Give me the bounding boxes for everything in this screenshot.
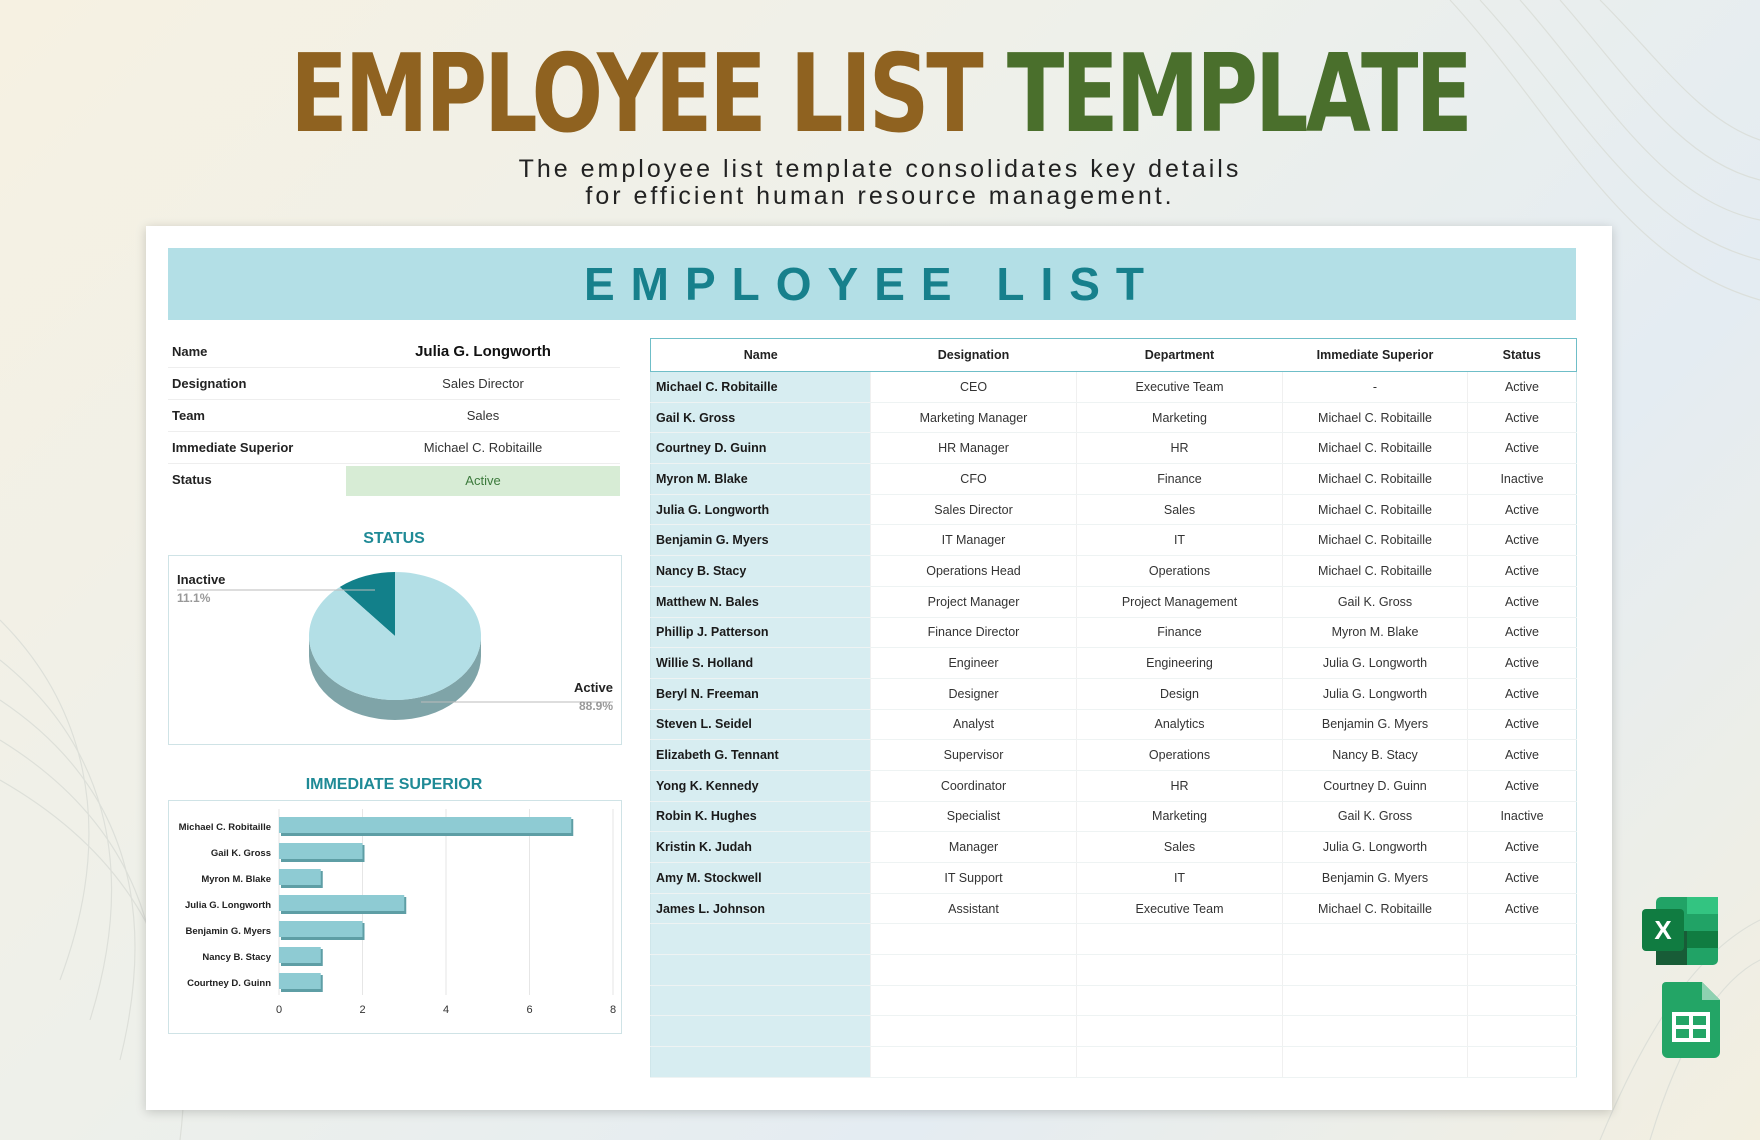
cell-superior[interactable]: Michael C. Robitaille — [1283, 893, 1468, 924]
cell-department[interactable]: Sales — [1077, 832, 1283, 863]
empty-cell[interactable] — [1077, 985, 1283, 1016]
empty-cell[interactable] — [1283, 985, 1468, 1016]
cell-department[interactable]: Executive Team — [1077, 372, 1283, 403]
pie-label-active: Active — [573, 680, 613, 695]
cell-designation[interactable]: CFO — [871, 464, 1077, 495]
empty-cell[interactable] — [1283, 1047, 1468, 1078]
table-row[interactable] — [651, 740, 1577, 771]
empty-cell[interactable] — [871, 1016, 1077, 1047]
excel-letter: X — [1654, 915, 1672, 945]
superior-chart-title: IMMEDIATE SUPERIOR — [305, 776, 483, 793]
cell-designation[interactable]: CEO — [871, 372, 1077, 403]
superior-chart-box — [168, 800, 622, 1034]
sheet-banner: EMPLOYEE LIST — [168, 248, 1576, 320]
table-row[interactable] — [651, 709, 1577, 740]
empty-cell[interactable] — [1283, 955, 1468, 986]
cell-department[interactable]: Executive Team — [1077, 893, 1283, 924]
cell-status[interactable]: Active — [1468, 648, 1577, 679]
cell-department[interactable]: Engineering — [1077, 648, 1283, 679]
table-row[interactable] — [651, 494, 1577, 525]
profile-label: Status — [172, 472, 212, 487]
table-body — [651, 372, 1577, 1078]
bar-michael-c-robitaille[interactable] — [279, 817, 571, 833]
cell-status[interactable]: Active — [1468, 893, 1577, 924]
table-row[interactable] — [651, 678, 1577, 709]
cell-superior[interactable]: Michael C. Robitaille — [1283, 433, 1468, 464]
empty-cell[interactable] — [1077, 955, 1283, 986]
table-row[interactable] — [651, 402, 1577, 433]
empty-cell[interactable] — [871, 985, 1077, 1016]
cell-department[interactable]: HR — [1077, 770, 1283, 801]
cell-superior[interactable]: Benjamin G. Myers — [1283, 709, 1468, 740]
superior-bar-chart — [169, 801, 621, 1033]
col-header-superior[interactable]: Immediate Superior — [1283, 339, 1468, 372]
status-pie-chart — [169, 556, 621, 744]
empty-cell[interactable] — [1468, 955, 1577, 986]
cell-name[interactable]: Phillip J. Patterson — [651, 617, 871, 648]
cell-department[interactable]: Finance — [1077, 464, 1283, 495]
cell-status[interactable]: Active — [1468, 617, 1577, 648]
cell-status[interactable]: Active — [1468, 433, 1577, 464]
profile-name-value[interactable]: Julia G. Longworth — [415, 343, 551, 360]
cell-superior[interactable]: - — [1283, 372, 1468, 403]
cell-department[interactable]: Sales — [1077, 494, 1283, 525]
bar-category-label: Michael C. Robitaille — [178, 822, 271, 833]
bar-category-label: Julia G. Longworth — [184, 900, 271, 911]
empty-cell[interactable] — [871, 955, 1077, 986]
table-row[interactable] — [651, 801, 1577, 832]
cell-designation[interactable]: Assistant — [871, 893, 1077, 924]
empty-cell[interactable] — [1468, 924, 1577, 955]
cell-designation[interactable]: Engineer — [871, 648, 1077, 679]
cell-name[interactable]: Myron M. Blake — [651, 464, 871, 495]
cell-superior[interactable]: Julia G. Longworth — [1283, 678, 1468, 709]
cell-superior[interactable]: Julia G. Longworth — [1283, 832, 1468, 863]
col-header-designation[interactable]: Designation — [871, 339, 1077, 372]
profile-label: Designation — [172, 376, 247, 391]
bar-benjamin-g-myers[interactable] — [279, 921, 363, 937]
table-row[interactable] — [651, 464, 1577, 495]
empty-cell[interactable] — [1468, 985, 1577, 1016]
cell-designation[interactable]: Manager — [871, 832, 1077, 863]
empty-table-row[interactable] — [651, 924, 1577, 955]
cell-department[interactable]: Design — [1077, 678, 1283, 709]
profile-label: Name — [172, 344, 208, 359]
empty-cell[interactable] — [651, 1016, 871, 1047]
profile-row-superior — [168, 432, 620, 464]
cell-superior[interactable]: Julia G. Longworth — [1283, 648, 1468, 679]
status-chart-title: STATUS — [363, 530, 425, 547]
empty-table-row[interactable] — [651, 1016, 1577, 1047]
cell-designation[interactable]: Operations Head — [871, 556, 1077, 587]
cell-department[interactable]: Operations — [1077, 556, 1283, 587]
col-header-department[interactable]: Department — [1077, 339, 1283, 372]
bar-gail-k-gross[interactable] — [279, 843, 363, 859]
google-sheets-icon[interactable] — [1662, 982, 1720, 1058]
cell-status[interactable]: Active — [1468, 709, 1577, 740]
profile-team-value: Sales — [466, 408, 500, 423]
empty-table-row[interactable] — [651, 985, 1577, 1016]
table-row[interactable] — [651, 433, 1577, 464]
employee-table — [650, 338, 1576, 1078]
cell-status[interactable]: Active — [1468, 678, 1577, 709]
cell-name[interactable]: Gail K. Gross — [651, 402, 871, 433]
empty-cell[interactable] — [1077, 924, 1283, 955]
col-header-name[interactable]: Name — [651, 339, 871, 372]
cell-superior[interactable]: Gail K. Gross — [1283, 586, 1468, 617]
cell-name[interactable]: Kristin K. Judah — [651, 832, 871, 863]
spreadsheet-preview — [146, 226, 1612, 1110]
cell-designation[interactable]: Analyst — [871, 709, 1077, 740]
pie-slice-active[interactable] — [309, 572, 481, 700]
empty-cell[interactable] — [651, 955, 871, 986]
cell-designation[interactable]: Project Manager — [871, 586, 1077, 617]
table-row[interactable] — [651, 832, 1577, 863]
cell-designation[interactable]: IT Manager — [871, 525, 1077, 556]
cell-name[interactable]: James L. Johnson — [651, 893, 871, 924]
cell-name[interactable]: Robin K. Hughes — [651, 801, 871, 832]
empty-cell[interactable] — [651, 985, 871, 1016]
cell-superior[interactable]: Courtney D. Guinn — [1283, 770, 1468, 801]
x-tick-label: 4 — [442, 1004, 450, 1016]
cell-department[interactable]: Marketing — [1077, 801, 1283, 832]
page-subtitle — [0, 156, 1760, 210]
cell-designation[interactable]: HR Manager — [871, 433, 1077, 464]
x-tick-label: 8 — [609, 1004, 617, 1016]
cell-superior[interactable]: Michael C. Robitaille — [1283, 525, 1468, 556]
empty-cell[interactable] — [1077, 1047, 1283, 1078]
cell-status[interactable]: Active — [1468, 525, 1577, 556]
table-row[interactable] — [651, 863, 1577, 894]
table-row[interactable] — [651, 617, 1577, 648]
table-row[interactable] — [651, 648, 1577, 679]
cell-designation[interactable]: Marketing Manager — [871, 402, 1077, 433]
cell-department[interactable]: IT — [1077, 863, 1283, 894]
empty-cell[interactable] — [871, 924, 1077, 955]
table-row[interactable] — [651, 893, 1577, 924]
cell-designation[interactable]: Designer — [871, 678, 1077, 709]
profile-row-name — [168, 336, 620, 368]
page-title — [194, 30, 1567, 160]
col-header-status[interactable]: Status — [1468, 339, 1577, 372]
profile-row-status — [168, 464, 620, 495]
profile-row-team — [168, 400, 620, 432]
empty-cell[interactable] — [1283, 924, 1468, 955]
status-chart-box — [168, 555, 622, 745]
empty-cell[interactable] — [651, 1047, 871, 1078]
cell-department[interactable]: Analytics — [1077, 709, 1283, 740]
pie-pct-active: 88.9% — [578, 699, 613, 713]
cell-superior[interactable]: Michael C. Robitaille — [1283, 402, 1468, 433]
cell-superior[interactable]: Michael C. Robitaille — [1283, 494, 1468, 525]
empty-cell[interactable] — [1468, 1016, 1577, 1047]
bar-category-label: Myron M. Blake — [201, 874, 271, 885]
x-tick-label: 2 — [359, 1004, 366, 1016]
excel-icon[interactable] — [1642, 897, 1718, 965]
cell-designation[interactable]: Coordinator — [871, 770, 1077, 801]
cell-superior[interactable]: Gail K. Gross — [1283, 801, 1468, 832]
cell-department[interactable]: Finance — [1077, 617, 1283, 648]
subtitle-line-2: for efficient human resource management. — [585, 182, 1175, 210]
table-row[interactable] — [651, 556, 1577, 587]
empty-cell[interactable] — [871, 1047, 1077, 1078]
cell-status[interactable]: Active — [1468, 770, 1577, 801]
cell-name[interactable]: Beryl N. Freeman — [651, 678, 871, 709]
cell-department[interactable]: IT — [1077, 525, 1283, 556]
cell-status[interactable]: Active — [1468, 863, 1577, 894]
cell-status[interactable]: Active — [1468, 556, 1577, 587]
cell-name[interactable]: Courtney D. Guinn — [651, 433, 871, 464]
cell-status[interactable]: Inactive — [1468, 464, 1577, 495]
cell-status[interactable]: Active — [1468, 740, 1577, 771]
cell-department[interactable]: Project Management — [1077, 586, 1283, 617]
bar-julia-g-longworth[interactable] — [279, 895, 404, 911]
cell-designation[interactable]: IT Support — [871, 863, 1077, 894]
table-row[interactable] — [651, 525, 1577, 556]
table-row[interactable] — [651, 770, 1577, 801]
profile-label: Immediate Superior — [172, 440, 294, 455]
cell-superior[interactable]: Myron M. Blake — [1283, 617, 1468, 648]
bar-myron-m-blake[interactable] — [279, 869, 321, 885]
cell-name[interactable]: Steven L. Seidel — [651, 709, 871, 740]
empty-cell[interactable] — [1468, 1047, 1577, 1078]
cell-status[interactable]: Active — [1468, 402, 1577, 433]
x-tick-label: 0 — [275, 1004, 283, 1016]
title-word-2: TEMPLATE — [1006, 32, 1470, 157]
empty-cell[interactable] — [1077, 1016, 1283, 1047]
cell-name[interactable]: Yong K. Kennedy — [651, 770, 871, 801]
cell-name[interactable]: Amy M. Stockwell — [651, 863, 871, 894]
cell-superior[interactable]: Nancy B. Stacy — [1283, 740, 1468, 771]
cell-designation[interactable]: Sales Director — [871, 494, 1077, 525]
bar-category-label: Nancy B. Stacy — [202, 952, 271, 963]
bar-category-label: Courtney D. Guinn — [187, 978, 271, 989]
x-tick-label: 6 — [526, 1004, 533, 1016]
cell-status[interactable]: Active — [1468, 586, 1577, 617]
status-badge: Active — [346, 466, 620, 496]
empty-table-row[interactable] — [651, 955, 1577, 986]
cell-name[interactable]: Julia G. Longworth — [651, 494, 871, 525]
profile-superior-value: Michael C. Robitaille — [423, 440, 543, 455]
cell-name[interactable]: Nancy B. Stacy — [651, 556, 871, 587]
cell-designation[interactable]: Specialist — [871, 801, 1077, 832]
cell-department[interactable]: Operations — [1077, 740, 1283, 771]
table-header-row — [651, 339, 1577, 372]
cell-department[interactable]: HR — [1077, 433, 1283, 464]
cell-status[interactable]: Inactive — [1468, 801, 1577, 832]
table-row[interactable] — [651, 372, 1577, 403]
cell-designation[interactable]: Finance Director — [871, 617, 1077, 648]
cell-status[interactable]: Active — [1468, 494, 1577, 525]
profile-designation-value: Sales Director — [442, 376, 524, 391]
bar-category-label: Benjamin G. Myers — [185, 926, 271, 937]
cell-name[interactable]: Matthew N. Bales — [651, 586, 871, 617]
bar-courtney-d-guinn[interactable] — [279, 973, 321, 989]
pie-label-inactive: Inactive — [177, 572, 226, 587]
cell-superior[interactable]: Michael C. Robitaille — [1283, 556, 1468, 587]
cell-name[interactable]: Benjamin G. Myers — [651, 525, 871, 556]
empty-cell[interactable] — [1283, 1016, 1468, 1047]
cell-designation[interactable]: Supervisor — [871, 740, 1077, 771]
cell-name[interactable]: Michael C. Robitaille — [651, 372, 871, 403]
employee-profile — [168, 336, 620, 495]
subtitle-line-1: The employee list template consolidates key details — [518, 155, 1242, 183]
empty-cell[interactable] — [651, 924, 871, 955]
cell-department[interactable]: Marketing — [1077, 402, 1283, 433]
profile-row-designation — [168, 368, 620, 400]
bar-nancy-b-stacy[interactable] — [279, 947, 321, 963]
title-word-1: EMPLOYEE LIST — [290, 32, 981, 157]
cell-superior[interactable]: Michael C. Robitaille — [1283, 464, 1468, 495]
profile-label: Team — [172, 408, 205, 423]
empty-table-row[interactable] — [651, 1047, 1577, 1078]
bar-category-label: Gail K. Gross — [210, 848, 271, 859]
table-row[interactable] — [651, 586, 1577, 617]
cell-name[interactable]: Willie S. Holland — [651, 648, 871, 679]
cell-name[interactable]: Elizabeth G. Tennant — [651, 740, 871, 771]
cell-status[interactable]: Active — [1468, 372, 1577, 403]
cell-status[interactable]: Active — [1468, 832, 1577, 863]
pie-pct-inactive: 11.1% — [177, 591, 211, 605]
cell-superior[interactable]: Benjamin G. Myers — [1283, 863, 1468, 894]
